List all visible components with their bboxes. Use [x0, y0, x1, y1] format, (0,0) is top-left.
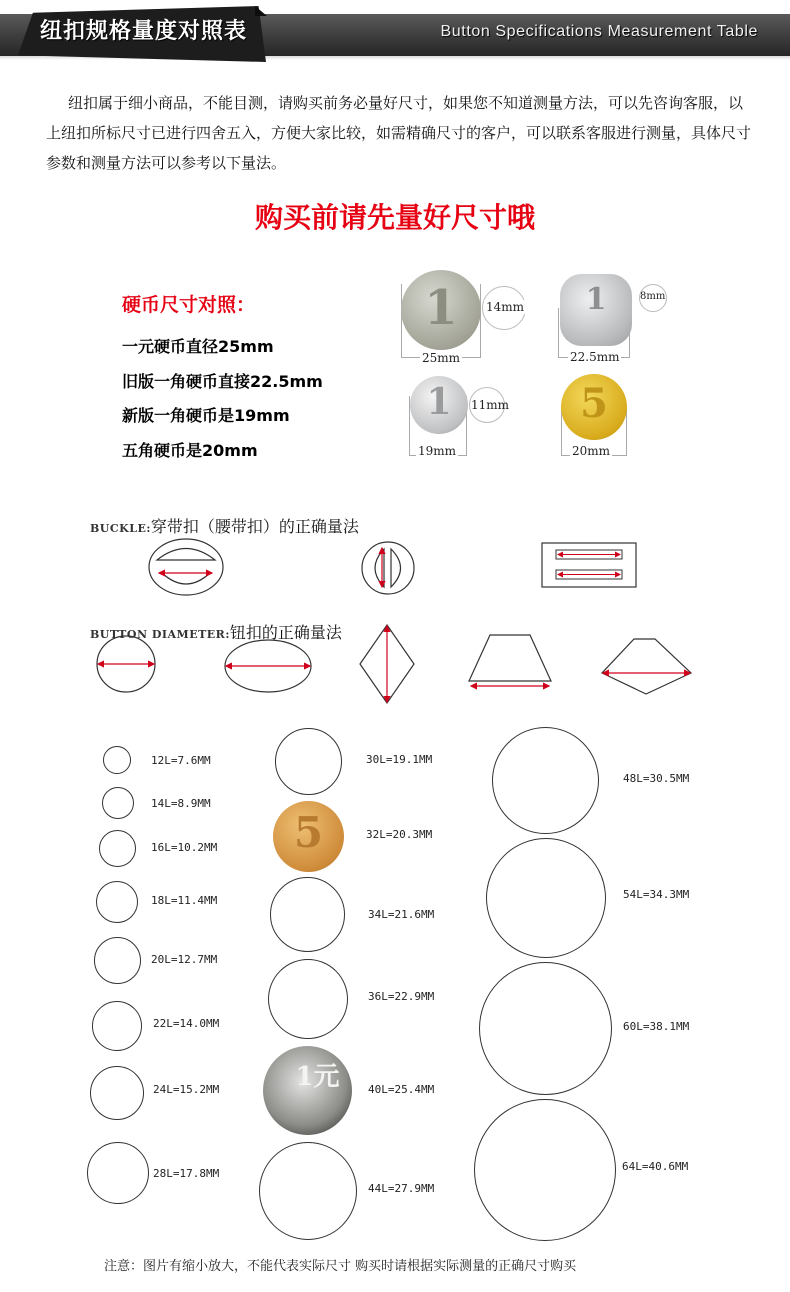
button-oval-diagram [225, 640, 311, 692]
size-label: 22L=14.0MM [153, 1017, 220, 1030]
size-circle [474, 1099, 616, 1241]
size-label: 34L=21.6MM [368, 908, 435, 921]
coin-inner-label: 11mm [471, 398, 510, 412]
size-label: 14L=8.9MM [151, 797, 211, 810]
coin-fact: 新版一角硬币是19mm [122, 406, 290, 425]
button-diameter-label-en: BUTTON DIAMETER: [90, 628, 230, 641]
button-pentagon-diagram [602, 639, 691, 694]
footer-note: 注意：图片有缩小放大，不能代表实际尺寸 购买时请根据实际测量的正确尺寸购买 [104, 1259, 577, 1274]
size-label: 20L=12.7MM [151, 953, 218, 966]
coin-glyph: 1 [424, 280, 458, 336]
size-label: 18L=11.4MM [151, 894, 218, 907]
size-circle [103, 746, 131, 774]
size-circle [99, 830, 136, 867]
button-diamond-diagram [360, 625, 414, 703]
size-label: 54L=34.3MM [623, 888, 690, 901]
coin-inner-label: 8mm [640, 291, 666, 302]
button-diameter-section-label [90, 620, 342, 643]
coin-inner-label: 14mm [486, 300, 525, 314]
size-circle [102, 787, 134, 819]
coin-fact: 五角硬币是20mm [122, 441, 258, 460]
headline: 购买前请先量好尺寸哦 [254, 201, 535, 234]
button-circle-diagram [97, 636, 155, 692]
coin-diameter-label: 20mm [572, 444, 611, 458]
button-diameter-label-cn: 钮扣的正确量法 [229, 623, 342, 642]
size-circle [486, 838, 606, 958]
one-yuan-coin-image [263, 1046, 352, 1135]
size-label: 40L=25.4MM [368, 1083, 435, 1096]
size-label: 64L=40.6MM [622, 1160, 689, 1173]
size-label: 44L=27.9MM [368, 1182, 435, 1195]
coin-glyph: 5 [580, 380, 608, 427]
coin-fact: 一元硬币直径25mm [122, 337, 274, 356]
size-circle [492, 727, 599, 834]
size-circle [92, 1001, 142, 1051]
buckle-label-cn: 穿带扣（腰带扣）的正确量法 [150, 517, 359, 536]
buckle-rect-diagram [542, 543, 636, 587]
intro-paragraph: 纽扣属于细小商品，不能目测，请购买前务必量好尺寸，如果您不知道测量方法，可以先咨询客服，以上纽扣所标尺寸已进行四舍五入，方便大家比较，如需精确尺寸的客户，可以联系客服进行测量，具体尺寸参数和测量方法可以参考以下量法。 [46, 94, 752, 172]
buckle-label-en: BUCKLE: [90, 522, 151, 535]
coin-glyph: 1 [585, 282, 607, 317]
buckle-oval-diagram [149, 539, 223, 595]
size-label: 30L=19.1MM [366, 753, 433, 766]
coin-reference-title: 硬币尺寸对照： [122, 294, 256, 316]
size-circle [479, 962, 612, 1095]
size-label: 24L=15.2MM [153, 1083, 220, 1096]
size-label: 48L=30.5MM [623, 772, 690, 785]
size-label: 60L=38.1MM [623, 1020, 690, 1033]
size-circle [259, 1142, 357, 1240]
size-circle [268, 959, 348, 1039]
size-label: 32L=20.3MM [366, 828, 433, 841]
page-subtitle: Button Specifications Measurement Table [440, 23, 758, 40]
size-circle [96, 881, 138, 923]
size-label: 36L=22.9MM [368, 990, 435, 1003]
five-jiao-coin-image [273, 801, 344, 872]
size-label: 12L=7.6MM [151, 754, 211, 767]
size-circle [90, 1066, 144, 1120]
coin-fact: 旧版一角硬币直接22.5mm [122, 372, 323, 391]
size-circle [270, 877, 345, 952]
size-circle [275, 728, 342, 795]
page-title: 纽扣规格量度对照表 [40, 18, 248, 44]
coin-glyph: 5 [293, 808, 324, 857]
coin-diameter-label: 25mm [422, 351, 461, 365]
coin-diameter-label: 19mm [418, 444, 457, 458]
button-trapezoid-diagram [469, 635, 551, 686]
coin-glyph: 1元 [295, 1062, 340, 1092]
coin-glyph: 1 [426, 381, 452, 423]
size-circle [94, 937, 141, 984]
size-label: 16L=10.2MM [151, 841, 218, 854]
coin-diameter-label: 22.5mm [570, 350, 620, 364]
size-circle [87, 1142, 149, 1204]
buckle-round-diagram [362, 542, 414, 594]
size-label: 28L=17.8MM [153, 1167, 220, 1180]
